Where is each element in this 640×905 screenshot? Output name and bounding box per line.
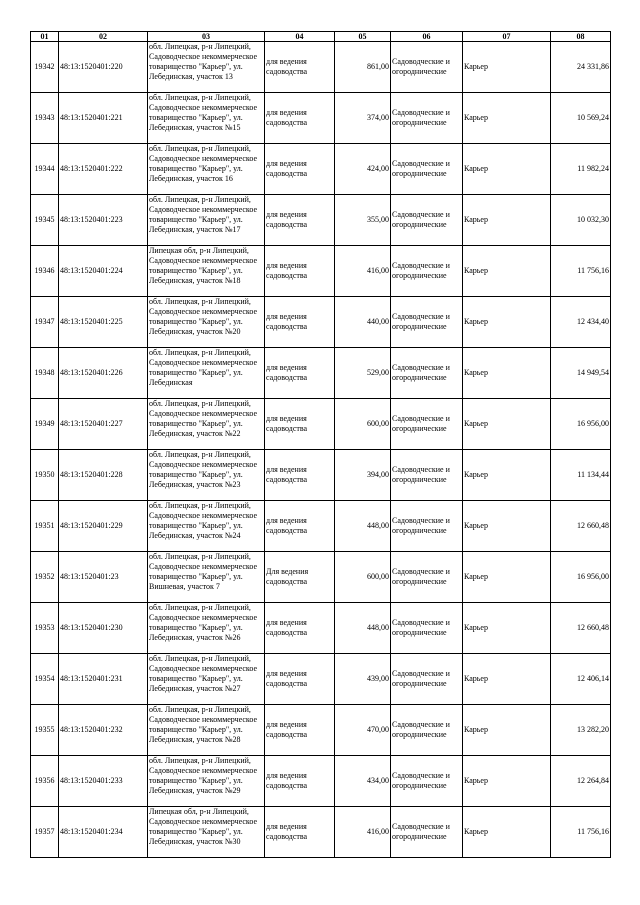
column-header-03: 03 (148, 32, 265, 42)
table-row (31, 144, 611, 195)
cadastral-number-cell: 48:13:1520401:233 (59, 756, 148, 807)
cadastral-value-cell: 12 264,84 (551, 756, 611, 807)
area-cell: 416,00 (335, 246, 391, 297)
cadastral-number-cell: 48:13:1520401:224 (59, 246, 148, 297)
address-cell (148, 705, 265, 756)
permitted-use-cell: для ведения садоводства (265, 195, 335, 246)
land-category-cell: Садоводческие и огороднические (391, 705, 463, 756)
row-number-cell: 19355 (31, 705, 59, 756)
cadastral-value-cell: 12 434,40 (551, 297, 611, 348)
settlement-cell: Карьер (463, 501, 551, 552)
permitted-use-cell: для ведения садоводства (265, 603, 335, 654)
row-number-cell: 19347 (31, 297, 59, 348)
address-text: обл. Липецкая, р-н Липецкий, Садоводческое некоммерческое товарищество "Карьер", ул. Лебединская, участок №17 (149, 195, 258, 234)
cadastral-number-cell: 48:13:1520401:226 (59, 348, 148, 399)
cadastral-number-cell: 48:13:1520401:234 (59, 807, 148, 858)
header-row (31, 32, 611, 42)
cadastral-value-cell: 10 569,24 (551, 93, 611, 144)
address-text: обл. Липецкая, р-н Липецкий, Садоводческое некоммерческое товарищество "Карьер", ул. Лебединская, участок №22 (149, 399, 258, 438)
permitted-use-cell: для ведения садоводства (265, 297, 335, 348)
land-category-cell: Садоводческие и огороднические (391, 552, 463, 603)
settlement-cell: Карьер (463, 348, 551, 399)
address-text: Липецкая обл, р-н Липецкий, Садоводческое некоммерческое товарищество "Карьер", ул. Лебединская, участок №18 (149, 246, 258, 285)
row-number-cell: 19357 (31, 807, 59, 858)
address-text: обл. Липецкая, р-н Липецкий, Садоводческое некоммерческое товарищество "Карьер", ул. Вишневая, участок 7 (149, 552, 258, 591)
address-cell (148, 807, 265, 858)
area-cell: 355,00 (335, 195, 391, 246)
land-category-cell: Садоводческие и огороднические (391, 501, 463, 552)
address-cell (148, 348, 265, 399)
cadastral-value-cell: 24 331,86 (551, 42, 611, 93)
area-cell: 424,00 (335, 144, 391, 195)
address-cell (148, 552, 265, 603)
area-cell: 440,00 (335, 297, 391, 348)
cadastral-number-cell: 48:13:1520401:222 (59, 144, 148, 195)
permitted-use-cell: для ведения садоводства (265, 144, 335, 195)
cadastral-number-cell: 48:13:1520401:232 (59, 705, 148, 756)
area-cell: 416,00 (335, 807, 391, 858)
cadastral-number-cell: 48:13:1520401:221 (59, 93, 148, 144)
address-text: обл. Липецкая, р-н Липецкий, Садоводческое некоммерческое товарищество "Карьер", ул. Лебединская, участок 16 (149, 144, 258, 183)
address-text: обл. Липецкая, р-н Липецкий, Садоводческое некоммерческое товарищество "Карьер", ул. Лебединская, участок №20 (149, 297, 258, 336)
column-header-08: 08 (551, 32, 611, 42)
cadastral-value-cell: 10 032,30 (551, 195, 611, 246)
land-category-cell: Садоводческие и огороднические (391, 93, 463, 144)
land-category-cell: Садоводческие и огороднические (391, 348, 463, 399)
land-category-cell: Садоводческие и огороднические (391, 297, 463, 348)
address-text: обл. Липецкая, р-н Липецкий, Садоводческое некоммерческое товарищество "Карьер", ул. Лебединская, участок №23 (149, 450, 258, 489)
permitted-use-cell: Для ведения садоводства (265, 552, 335, 603)
column-header-04: 04 (265, 32, 335, 42)
land-category-cell: Садоводческие и огороднические (391, 450, 463, 501)
land-category-cell: Садоводческие и огороднические (391, 42, 463, 93)
table-row (31, 654, 611, 705)
cadastral-value-cell: 11 134,44 (551, 450, 611, 501)
cadastral-number-cell: 48:13:1520401:23 (59, 552, 148, 603)
settlement-cell: Карьер (463, 399, 551, 450)
address-text: обл. Липецкая, р-н Липецкий, Садоводческое некоммерческое товарищество "Карьер", ул. Лебединская, участок №27 (149, 654, 258, 693)
settlement-cell: Карьер (463, 807, 551, 858)
settlement-cell: Карьер (463, 450, 551, 501)
settlement-cell: Карьер (463, 756, 551, 807)
row-number-cell: 19354 (31, 654, 59, 705)
area-cell: 374,00 (335, 93, 391, 144)
permitted-use-cell: для ведения садоводства (265, 42, 335, 93)
address-cell (148, 144, 265, 195)
land-category-cell: Садоводческие и огороднические (391, 654, 463, 705)
land-category-cell: Садоводческие и огороднические (391, 144, 463, 195)
land-register-table (30, 31, 611, 858)
cadastral-value-cell: 11 756,16 (551, 807, 611, 858)
table-row (31, 807, 611, 858)
area-cell: 448,00 (335, 501, 391, 552)
address-cell (148, 42, 265, 93)
address-cell (148, 93, 265, 144)
land-category-cell: Садоводческие и огороднические (391, 195, 463, 246)
area-cell: 861,00 (335, 42, 391, 93)
settlement-cell: Карьер (463, 552, 551, 603)
address-cell (148, 450, 265, 501)
table-row (31, 756, 611, 807)
address-cell (148, 246, 265, 297)
address-text: Липецкая обл, р-н Липецкий, Садоводческое некоммерческое товарищество "Карьер", ул. Лебединская, участок №30 (149, 807, 258, 846)
row-number-cell: 19350 (31, 450, 59, 501)
table-row (31, 603, 611, 654)
column-header-07: 07 (463, 32, 551, 42)
permitted-use-cell: для ведения садоводства (265, 654, 335, 705)
area-cell: 470,00 (335, 705, 391, 756)
address-text: обл. Липецкая, р-н Липецкий, Садоводческое некоммерческое товарищество "Карьер", ул. Лебединская, участок №24 (149, 501, 258, 540)
cadastral-number-cell: 48:13:1520401:225 (59, 297, 148, 348)
land-category-cell: Садоводческие и огороднические (391, 399, 463, 450)
settlement-cell: Карьер (463, 42, 551, 93)
permitted-use-cell: для ведения садоводства (265, 450, 335, 501)
address-text: обл. Липецкая, р-н Липецкий, Садоводческое некоммерческое товарищество "Карьер", ул. Лебединская, участок №28 (149, 705, 258, 744)
address-text: обл. Липецкая, р-н Липецкий, Садоводческое некоммерческое товарищество "Карьер", ул. Лебединская, участок №26 (149, 603, 258, 642)
address-cell (148, 603, 265, 654)
table-row (31, 399, 611, 450)
address-cell (148, 756, 265, 807)
cadastral-number-cell: 48:13:1520401:229 (59, 501, 148, 552)
table-row (31, 348, 611, 399)
row-number-cell: 19356 (31, 756, 59, 807)
row-number-cell: 19353 (31, 603, 59, 654)
settlement-cell: Карьер (463, 705, 551, 756)
cadastral-value-cell: 16 956,00 (551, 552, 611, 603)
row-number-cell: 19349 (31, 399, 59, 450)
address-cell (148, 399, 265, 450)
table-row (31, 705, 611, 756)
cadastral-value-cell: 16 956,00 (551, 399, 611, 450)
cadastral-number-cell: 48:13:1520401:231 (59, 654, 148, 705)
row-number-cell: 19345 (31, 195, 59, 246)
permitted-use-cell: для ведения садоводства (265, 93, 335, 144)
row-number-cell: 19346 (31, 246, 59, 297)
address-cell (148, 297, 265, 348)
permitted-use-cell: для ведения садоводства (265, 399, 335, 450)
table-row (31, 246, 611, 297)
land-category-cell: Садоводческие и огороднические (391, 246, 463, 297)
address-text: обл. Липецкая, р-н Липецкий, Садоводческое некоммерческое товарищество "Карьер", ул. Лебединская, участок 13 (149, 42, 258, 81)
row-number-cell: 19351 (31, 501, 59, 552)
cadastral-value-cell: 14 949,54 (551, 348, 611, 399)
cadastral-value-cell: 13 282,20 (551, 705, 611, 756)
column-header-06: 06 (391, 32, 463, 42)
permitted-use-cell: для ведения садоводства (265, 246, 335, 297)
address-text: обл. Липецкая, р-н Липецкий, Садоводческое некоммерческое товарищество "Карьер", ул. Лебединская (149, 348, 258, 387)
settlement-cell: Карьер (463, 144, 551, 195)
area-cell: 434,00 (335, 756, 391, 807)
cadastral-number-cell: 48:13:1520401:228 (59, 450, 148, 501)
permitted-use-cell: для ведения садоводства (265, 501, 335, 552)
address-cell (148, 195, 265, 246)
address-text: обл. Липецкая, р-н Липецкий, Садоводческое некоммерческое товарищество "Карьер", ул. Лебединская, участок №29 (149, 756, 258, 795)
settlement-cell: Карьер (463, 246, 551, 297)
settlement-cell: Карьер (463, 195, 551, 246)
land-category-cell: Садоводческие и огороднические (391, 756, 463, 807)
area-cell: 600,00 (335, 552, 391, 603)
row-number-cell: 19344 (31, 144, 59, 195)
table-row (31, 195, 611, 246)
address-cell (148, 654, 265, 705)
permitted-use-cell: для ведения садоводства (265, 348, 335, 399)
table-row (31, 501, 611, 552)
column-header-01: 01 (31, 32, 59, 42)
table-row (31, 552, 611, 603)
table-row (31, 42, 611, 93)
row-number-cell: 19352 (31, 552, 59, 603)
settlement-cell: Карьер (463, 654, 551, 705)
cadastral-value-cell: 11 756,16 (551, 246, 611, 297)
table-row (31, 450, 611, 501)
address-cell (148, 501, 265, 552)
cadastral-number-cell: 48:13:1520401:223 (59, 195, 148, 246)
area-cell: 600,00 (335, 399, 391, 450)
cadastral-value-cell: 12 660,48 (551, 603, 611, 654)
cadastral-number-cell: 48:13:1520401:220 (59, 42, 148, 93)
area-cell: 448,00 (335, 603, 391, 654)
cadastral-number-cell: 48:13:1520401:227 (59, 399, 148, 450)
area-cell: 394,00 (335, 450, 391, 501)
table-row (31, 93, 611, 144)
address-text: обл. Липецкая, р-н Липецкий, Садоводческое некоммерческое товарищество "Карьер", ул. Лебединская, участок №15 (149, 93, 258, 132)
permitted-use-cell: для ведения садоводства (265, 807, 335, 858)
cadastral-number-cell: 48:13:1520401:230 (59, 603, 148, 654)
row-number-cell: 19343 (31, 93, 59, 144)
area-cell: 529,00 (335, 348, 391, 399)
area-cell: 439,00 (335, 654, 391, 705)
cadastral-value-cell: 11 982,24 (551, 144, 611, 195)
cadastral-value-cell: 12 660,48 (551, 501, 611, 552)
land-category-cell: Садоводческие и огороднические (391, 807, 463, 858)
permitted-use-cell: для ведения садоводства (265, 756, 335, 807)
permitted-use-cell: для ведения садоводства (265, 705, 335, 756)
table-row (31, 297, 611, 348)
cadastral-value-cell: 12 406,14 (551, 654, 611, 705)
settlement-cell: Карьер (463, 297, 551, 348)
land-category-cell: Садоводческие и огороднические (391, 603, 463, 654)
row-number-cell: 19342 (31, 42, 59, 93)
row-number-cell: 19348 (31, 348, 59, 399)
column-header-05: 05 (335, 32, 391, 42)
settlement-cell: Карьер (463, 93, 551, 144)
settlement-cell: Карьер (463, 603, 551, 654)
column-header-02: 02 (59, 32, 148, 42)
table-body (31, 42, 611, 858)
